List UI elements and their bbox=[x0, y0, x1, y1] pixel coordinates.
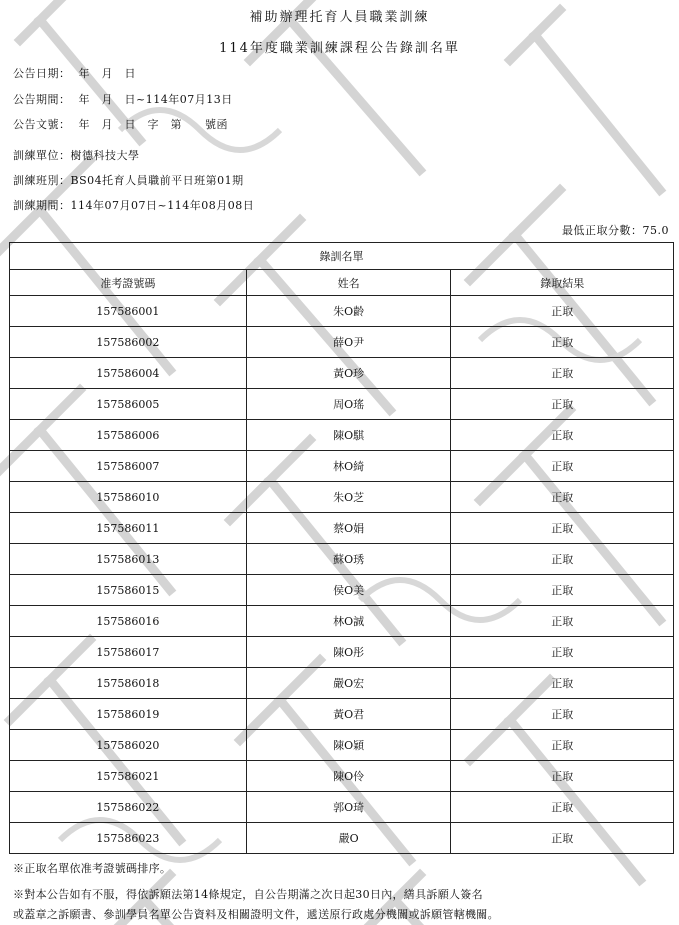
table-row bbox=[10, 544, 674, 575]
cell-name: 陳O騏 bbox=[246, 420, 451, 451]
cell-name: 薛O尹 bbox=[246, 327, 451, 358]
training-class-label: 訓練班別： bbox=[13, 174, 71, 187]
cell-exam-number: 157586021 bbox=[10, 761, 247, 792]
training-unit-label: 訓練單位： bbox=[13, 149, 71, 162]
table-row bbox=[10, 823, 674, 854]
cell-result: 正取 bbox=[451, 730, 674, 761]
training-class bbox=[13, 172, 244, 188]
document-title: 補助辦理托育人員職業訓練 bbox=[249, 10, 430, 25]
admission-table bbox=[9, 242, 674, 854]
announcement-number-value: 年 月 日 字 第 號函 bbox=[78, 118, 228, 131]
training-unit-value: 樹德科技大學 bbox=[70, 149, 140, 162]
cell-name: 黃O君 bbox=[246, 699, 451, 730]
note-appeal-line1: ※對本公告如有不服，得依訴願法第14條規定，自公告期滿之次日起30日內，繕具訴願人簽名 bbox=[13, 888, 483, 901]
table-row bbox=[10, 761, 674, 792]
note-sort-order: ※正取名單依准考證號碼排序。 bbox=[13, 862, 172, 875]
cell-result: 正取 bbox=[451, 792, 674, 823]
table-row bbox=[10, 792, 674, 823]
table-row bbox=[10, 482, 674, 513]
cell-exam-number: 157586007 bbox=[10, 451, 247, 482]
training-unit bbox=[13, 147, 140, 163]
cell-name: 林O誠 bbox=[246, 606, 451, 637]
training-period-label: 訓練期間： bbox=[13, 199, 71, 212]
cell-result: 正取 bbox=[451, 637, 674, 668]
cell-result: 正取 bbox=[451, 761, 674, 792]
cell-result: 正取 bbox=[451, 699, 674, 730]
cell-exam-number: 157586019 bbox=[10, 699, 247, 730]
cell-exam-number: 157586023 bbox=[10, 823, 247, 854]
cell-exam-number: 157586017 bbox=[10, 637, 247, 668]
table-row bbox=[10, 296, 674, 327]
cell-result: 正取 bbox=[451, 482, 674, 513]
cell-exam-number: 157586006 bbox=[10, 420, 247, 451]
cell-exam-number: 157586011 bbox=[10, 513, 247, 544]
cell-name: 郭O琦 bbox=[246, 792, 451, 823]
announcement-date-value: 年 月 日 bbox=[78, 67, 136, 80]
table-row bbox=[10, 606, 674, 637]
cell-name: 陳O伶 bbox=[246, 761, 451, 792]
cell-exam-number: 157586002 bbox=[10, 327, 247, 358]
cell-exam-number: 157586016 bbox=[10, 606, 247, 637]
table-caption: 錄訓名單 bbox=[10, 243, 674, 270]
cell-result: 正取 bbox=[451, 544, 674, 575]
cell-name: 林O綺 bbox=[246, 451, 451, 482]
table-row bbox=[10, 668, 674, 699]
table-row bbox=[10, 389, 674, 420]
cell-name: 侯O美 bbox=[246, 575, 451, 606]
training-period-value: 114年07月07日~114年08月08日 bbox=[70, 199, 255, 212]
cell-name: 陳O彤 bbox=[246, 637, 451, 668]
cell-exam-number: 157586018 bbox=[10, 668, 247, 699]
header-name: 姓名 bbox=[246, 270, 451, 296]
training-class-value: BS04托育人員職前平日班第01期 bbox=[70, 174, 244, 187]
announcement-date bbox=[13, 65, 136, 81]
table-row bbox=[10, 637, 674, 668]
cell-exam-number: 157586005 bbox=[10, 389, 247, 420]
table-body bbox=[10, 296, 674, 854]
cell-result: 正取 bbox=[451, 575, 674, 606]
note-appeal-line2: 或蓋章之訴願書、參訓學員名單公告資料及相關證明文件，遞送原行政處分機關或訴願管轄機關。 bbox=[13, 908, 499, 921]
table-row bbox=[10, 420, 674, 451]
table-row bbox=[10, 513, 674, 544]
announcement-number bbox=[13, 116, 228, 132]
cell-name: 朱O芝 bbox=[246, 482, 451, 513]
cell-result: 正取 bbox=[451, 606, 674, 637]
cell-exam-number: 157586010 bbox=[10, 482, 247, 513]
cell-name: 嚴O bbox=[246, 823, 451, 854]
cell-exam-number: 157586015 bbox=[10, 575, 247, 606]
document-subtitle: 114年度職業訓練課程公告錄訓名單 bbox=[219, 41, 460, 56]
cell-result: 正取 bbox=[451, 296, 674, 327]
cell-exam-number: 157586020 bbox=[10, 730, 247, 761]
cell-result: 正取 bbox=[451, 389, 674, 420]
announcement-period bbox=[13, 91, 233, 107]
announcement-date-label: 公告日期： bbox=[13, 67, 71, 80]
announcement-period-value: 年 月 日~114年07月13日 bbox=[78, 93, 233, 106]
table-row bbox=[10, 327, 674, 358]
table-row bbox=[10, 358, 674, 389]
header-exam-number: 准考證號碼 bbox=[10, 270, 247, 296]
header-result: 錄取結果 bbox=[451, 270, 674, 296]
cell-name: 周O瑤 bbox=[246, 389, 451, 420]
cell-name: 黃O珍 bbox=[246, 358, 451, 389]
cell-result: 正取 bbox=[451, 513, 674, 544]
cell-exam-number: 157586013 bbox=[10, 544, 247, 575]
cell-name: 蘇O琇 bbox=[246, 544, 451, 575]
minimum-score: 最低正取分數：75.0 bbox=[562, 224, 669, 237]
cell-name: 蔡O娟 bbox=[246, 513, 451, 544]
cell-name: 朱O齡 bbox=[246, 296, 451, 327]
announcement-number-label: 公告文號： bbox=[13, 118, 71, 131]
cell-result: 正取 bbox=[451, 420, 674, 451]
cell-exam-number: 157586001 bbox=[10, 296, 247, 327]
cell-result: 正取 bbox=[451, 327, 674, 358]
cell-exam-number: 157586004 bbox=[10, 358, 247, 389]
training-period bbox=[13, 197, 254, 213]
cell-result: 正取 bbox=[451, 668, 674, 699]
table-row bbox=[10, 730, 674, 761]
cell-result: 正取 bbox=[451, 358, 674, 389]
cell-name: 陳O穎 bbox=[246, 730, 451, 761]
table-row bbox=[10, 699, 674, 730]
table-row bbox=[10, 451, 674, 482]
cell-name: 嚴O宏 bbox=[246, 668, 451, 699]
cell-exam-number: 157586022 bbox=[10, 792, 247, 823]
cell-result: 正取 bbox=[451, 823, 674, 854]
cell-result: 正取 bbox=[451, 451, 674, 482]
table-row bbox=[10, 575, 674, 606]
announcement-period-label: 公告期間： bbox=[13, 93, 71, 106]
